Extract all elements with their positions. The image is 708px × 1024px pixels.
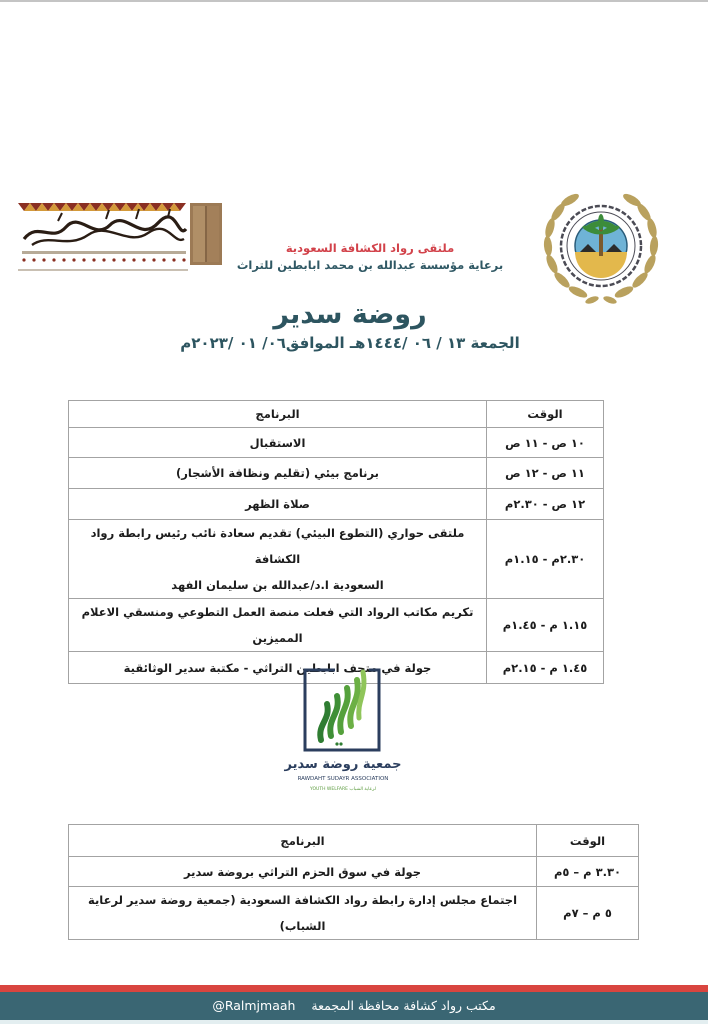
schedule-table-morning [68,400,604,684]
table-row [69,887,639,940]
cell-time: ١٢ ص - ٢.٣٠م [487,489,604,520]
header-program: البرنامج [69,401,487,428]
table-header-row [69,401,604,428]
header-program: البرنامج [69,825,537,857]
event-date: الجمعة ١٣ / ٠٦ /١٤٤٤هـ الموافق٠٦/ ٠١ /٢٠٢٣م [180,334,520,352]
svg-text:YOUTH WELFARE لرعاية الشباب: YOUTH WELFARE لرعاية الشباب [310,787,376,792]
svg-text:جمعية روضة سدير: جمعية روضة سدير [284,757,402,772]
svg-text:RAWDAHT SUDAYR ASSOCIATION: RAWDAHT SUDAYR ASSOCIATION [297,776,389,782]
cell-time: ١٠ ص - ١١ ص [487,428,604,458]
forum-title: ملتقى رواد الكشافة السعودية [285,241,455,255]
scout-emblem-icon [540,186,662,308]
cell-program [69,520,487,599]
cell-program: اجتماع مجلس إدارة رابطة رواد الكشافة السعودية (جمعية روضة سدير لرعاية الشباب) [69,887,537,940]
cell-program: برنامج بيئي (تقليم ونظافة الأشجار) [69,458,487,489]
rawdat-sudayr-association-logo [283,664,423,796]
cell-program: جولة في متحف ابابطين التراثي - مكتبة سدير الوثائقية [69,652,487,684]
table-row [69,857,639,887]
cell-program-line2: السعودية ا.د/عبدالله بن سليمان الفهد [171,578,384,592]
header-text [230,240,510,274]
table-row [69,428,604,458]
footer-bottom-line [0,1020,708,1024]
cell-time: ٢.٣٠م - ١.١٥م [487,520,604,599]
footer-twitter-handle[interactable]: @Ralmjmaah [212,998,296,1013]
table-row [69,458,604,489]
header-time: الوقت [487,401,604,428]
sponsor-line: برعاية مؤسسة عبدالله بن محمد ابابطين للتراث [236,258,504,272]
page-title: روضة سدير [273,299,427,330]
table-row [69,520,604,599]
schedule-table-afternoon [68,824,639,940]
cell-time: ١١ ص - ١٢ ص [487,458,604,489]
cell-time: ٣.٣٠ م – ٥م [537,857,639,887]
table-header-row [69,825,639,857]
saudi-scout-pioneers-emblem [540,186,662,308]
table-row [69,489,604,520]
cell-program: الاستقبال [69,428,487,458]
cell-time: ١.٤٥ م - ٢.١٥م [487,652,604,684]
header-time: الوقت [537,825,639,857]
abbabtain-heritage-foundation-logo [18,203,222,275]
table-row [69,599,604,652]
footer-bar [0,992,708,1020]
cell-program: جولة في سوق الحزم التراثي بروضة سدير [69,857,537,887]
cell-time: ٥ م – ٧م [537,887,639,940]
cell-time: ١.١٥ م - ١.٤٥م [487,599,604,652]
cell-program: صلاة الظهر [69,489,487,520]
footer-red-stripe [0,985,708,992]
cell-program-line1: ملتقى حواري (التطوع البيئي) تقديم سعادة نائب رئيس رابطة رواد الكشافة [90,526,465,566]
footer-office-name: مكتب رواد كشافة محافظة المجمعة [311,998,496,1013]
cell-program: تكريم مكاتب الرواد التي فعلت منصة العمل التطوعي ومنسقي الاعلام المميزين [69,599,487,652]
top-border-line [0,0,708,2]
heritage-foundation-logo-icon [18,203,222,275]
rawdat-sudayr-logo-icon [283,664,423,796]
